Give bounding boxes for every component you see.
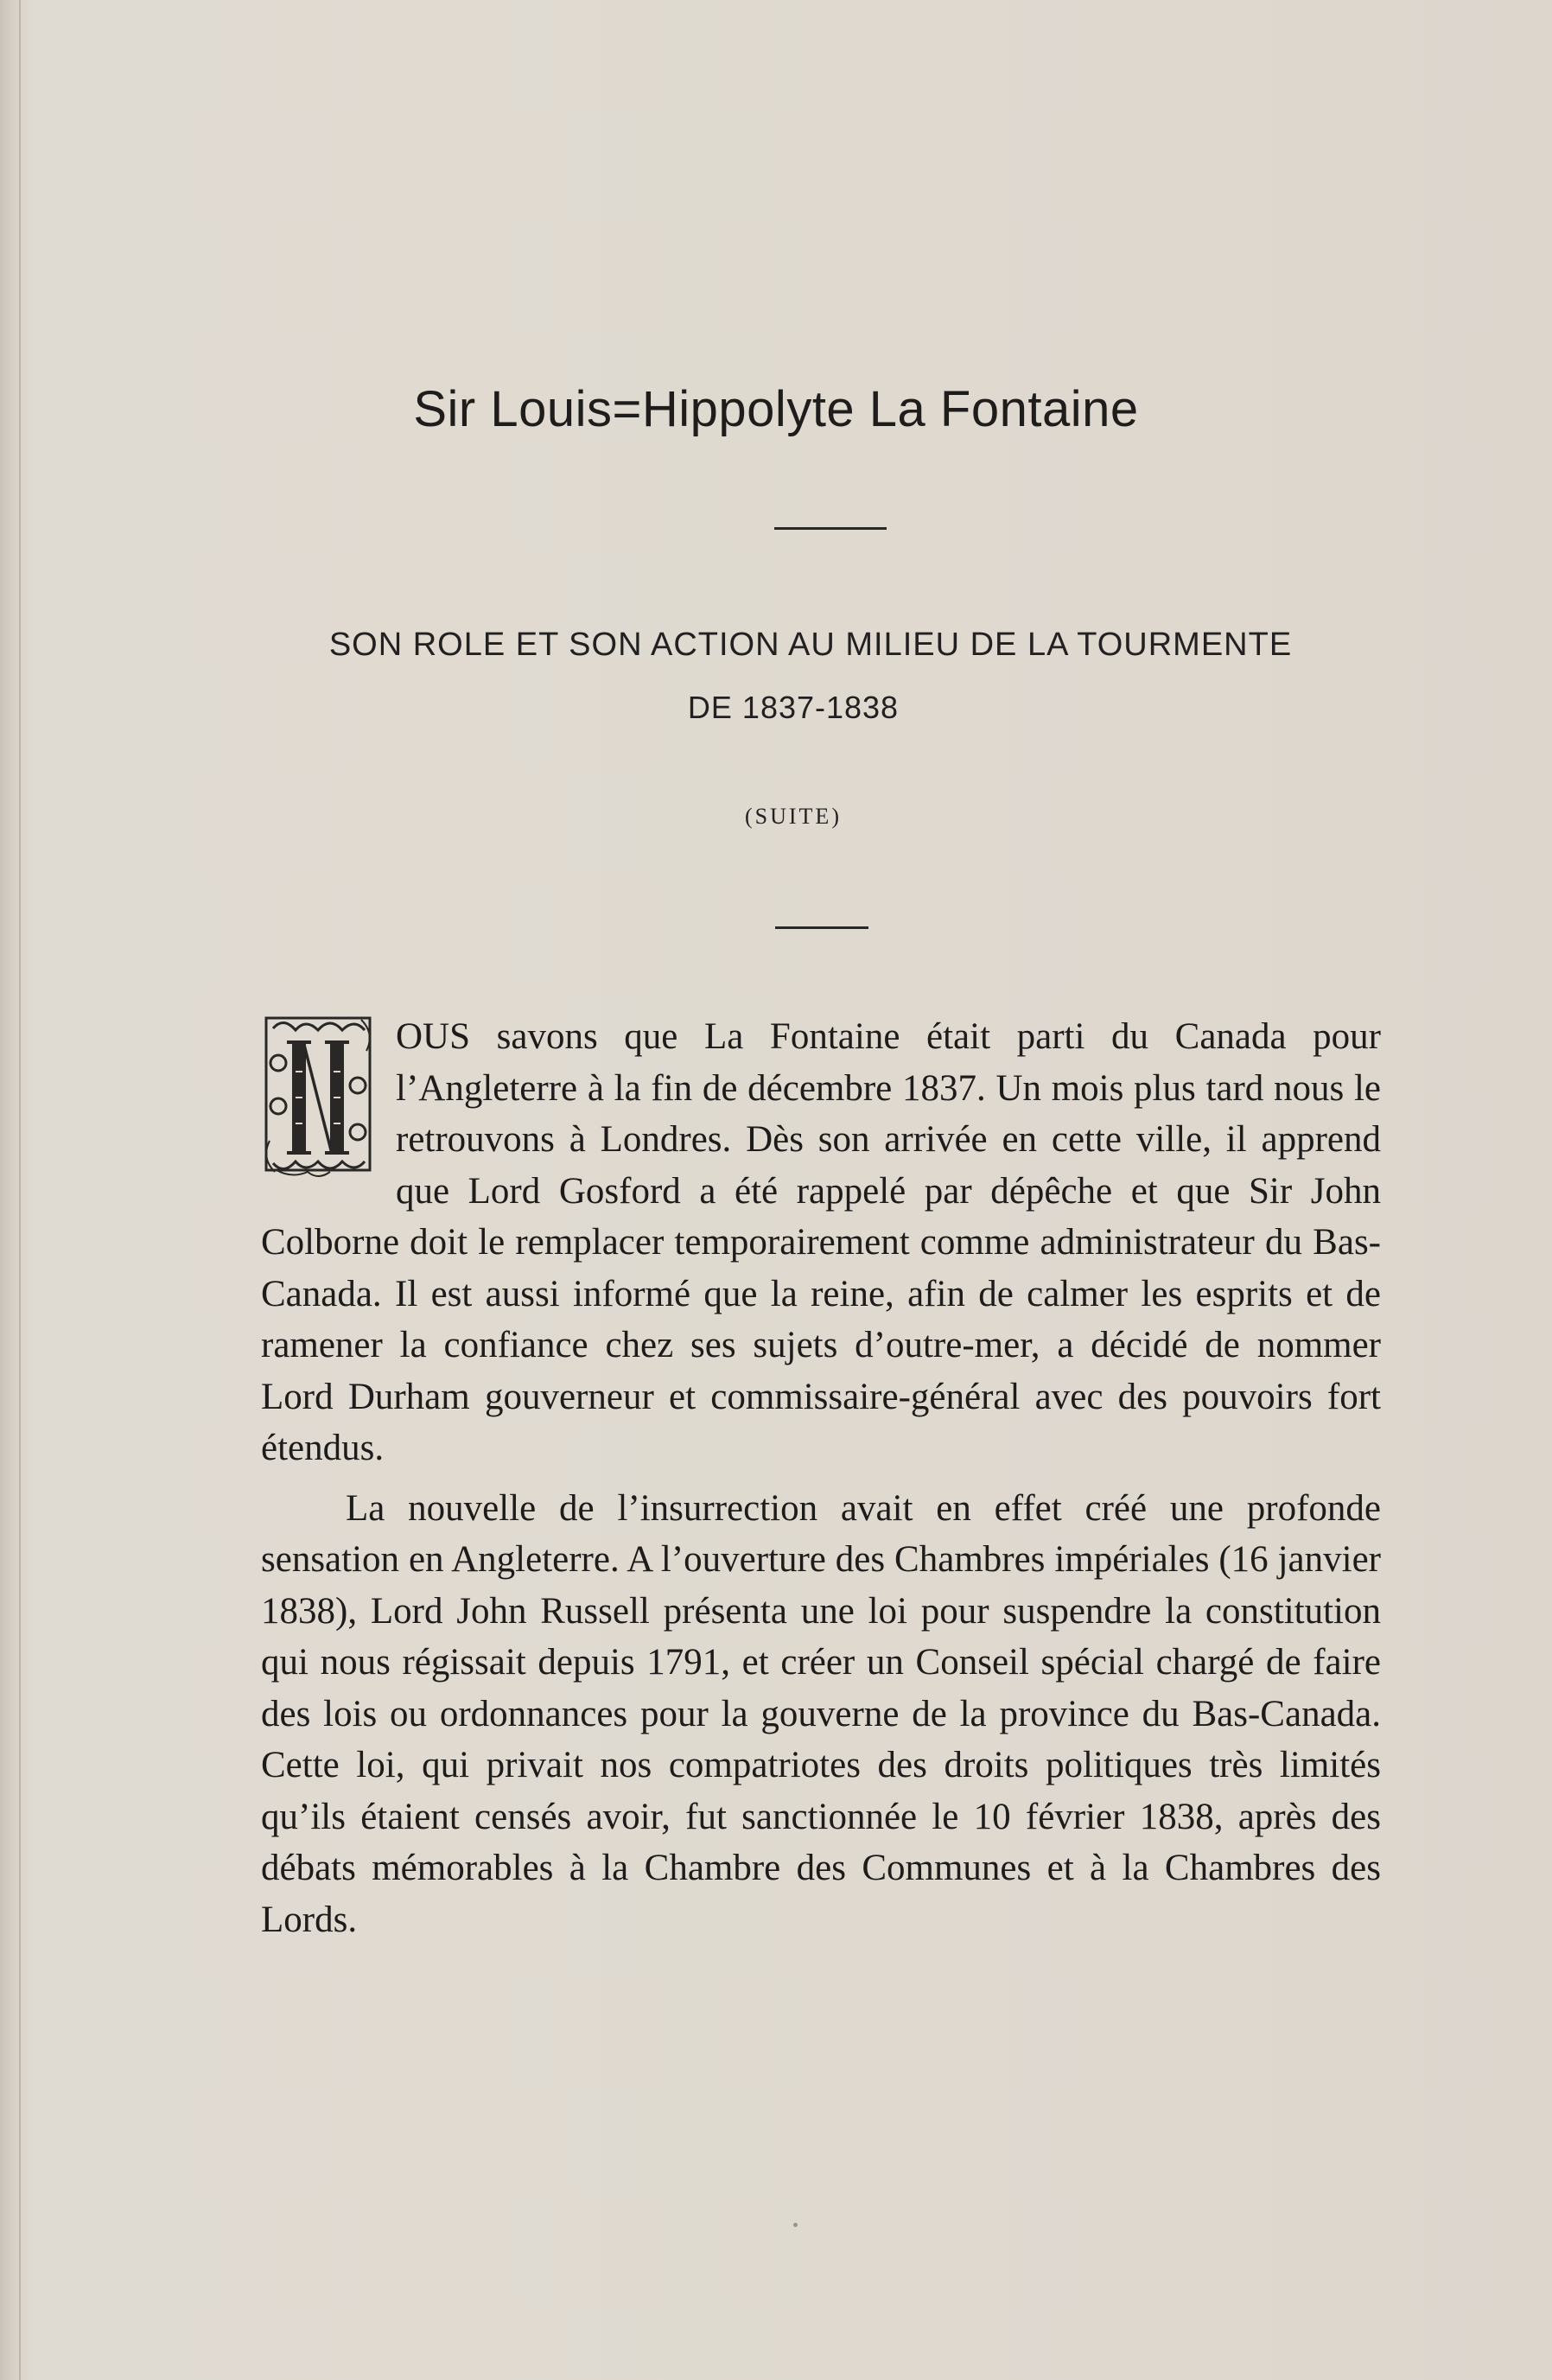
ornamental-dropcap-n-icon — [258, 1011, 378, 1180]
paragraph-1-text: OUS savons que La Fontaine était parti du Canada pour l’Angleterre à la fin de décembre 1837. Un mois plus tard nous le retrouvons à Londres. Dès son arrivée en cette ville, il apprend que Lord Gosford a été rappelé par dépêche et que Sir John Colborne doit le remplacer temporairement comme administrateur du Bas-Canada. Il est aussi informé que la reine, afin de calmer les esprits et de ramener la confiance chez ses sujets d’outre-mer, a décidé de nommer Lord Durham gouverneur et commissaire-général avec des pouvoirs fort étendus. — [261, 1016, 1381, 1468]
paper-speck — [793, 2223, 798, 2227]
section-rule — [775, 926, 868, 929]
suite-label: (SUITE) — [745, 804, 842, 829]
paragraph-2: La nouvelle de l’insurrection avait en effet créé une profonde sensation en Angleterre. A l’ouverture des Chambres impériales (16 janvier 1838), Lord John Russell présenta une loi pour suspendre la constitution qui nous régissait depuis 1791, et créer un Conseil spécial chargé de faire des lois ou ordonnances pour la gouverne de la province du Bas-Canada. Cette loi, qui privait nos compatriotes des droits politiques très limités qu’ils étaient censés avoir, fut sanctionnée le 10 février 1838, après des débats mémorables à la Chambre des Communes et à la Chambres des Lords. — [261, 1487, 1381, 1940]
article-title: Sir Louis=Hippolyte La Fontaine — [413, 381, 1139, 437]
page-spine-shadow — [19, 0, 21, 2380]
title-rule — [774, 527, 887, 530]
article-body — [261, 1011, 1381, 1945]
paragraph-1 — [261, 1011, 1381, 1474]
article-subtitle-line1: SON ROLE ET SON ACTION AU MILIEU DE LA TOURMENTE — [328, 627, 1293, 663]
article-subtitle-line2: DE 1837-1838 — [687, 690, 900, 725]
